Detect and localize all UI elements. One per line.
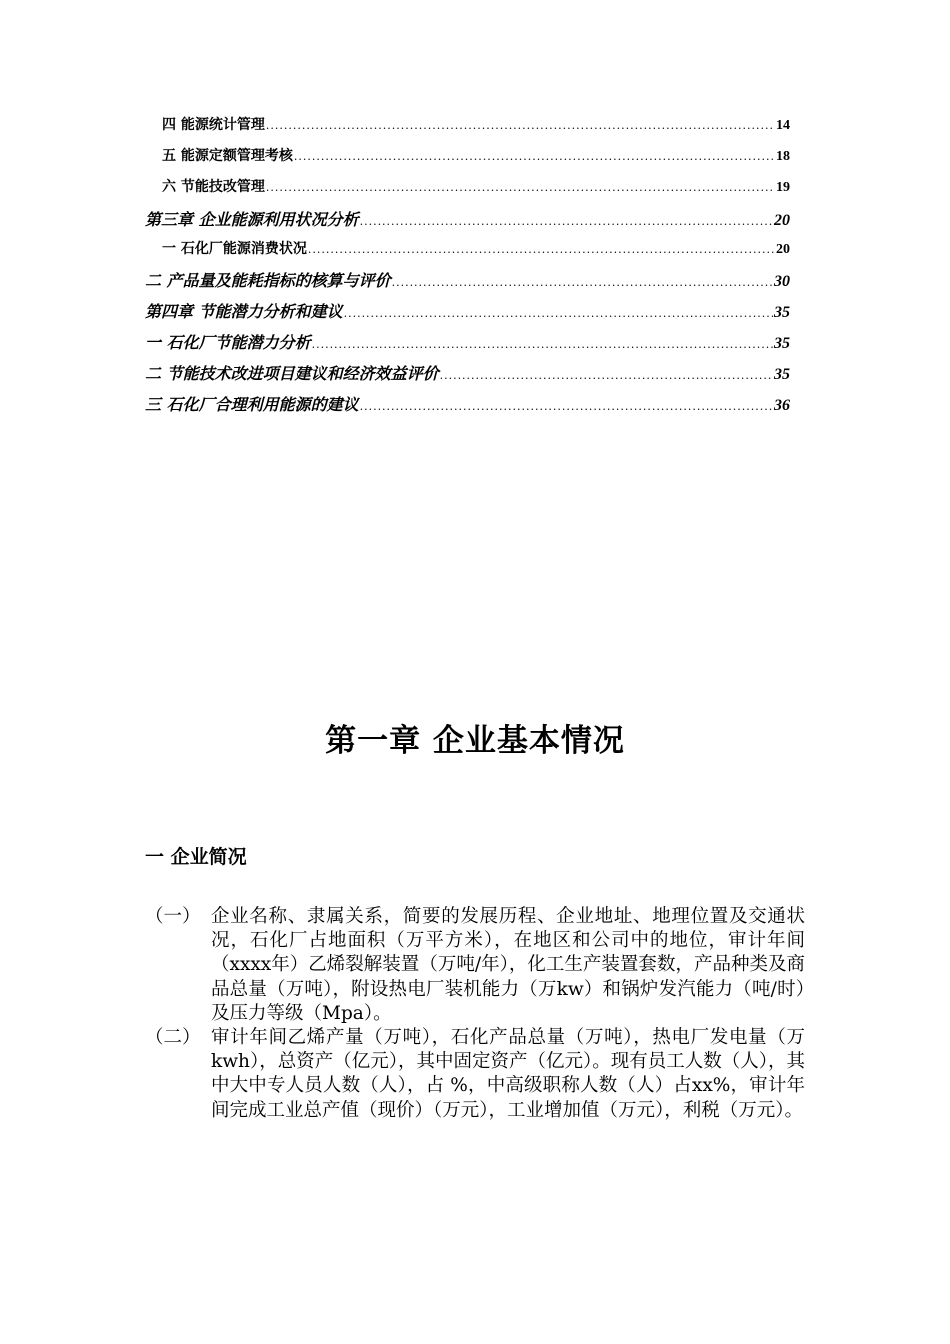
toc-entry[interactable] <box>145 207 790 238</box>
toc-entry-page: 18 <box>776 148 790 164</box>
toc-leader-dots <box>392 276 773 289</box>
toc-entry[interactable] <box>145 114 790 145</box>
toc-entry-title: 五 能源定额管理考核 <box>162 147 293 164</box>
toc-entry[interactable] <box>145 361 790 392</box>
paragraph <box>145 1026 805 1123</box>
toc-leader-dots <box>360 215 773 228</box>
toc-entry-page: 35 <box>774 366 790 384</box>
toc-entry-page: 20 <box>774 211 790 229</box>
toc-entry-title: 六 节能技改管理 <box>162 178 265 195</box>
toc-leader-dots <box>312 338 773 351</box>
toc-entry[interactable] <box>145 238 790 269</box>
paragraph-text: 企业名称、隶属关系，简要的发展历程、企业地址、地理位置及交通状况，石化厂占地面积（万平方米），在地区和公司中的地位，审计年间（xxxx年）乙烯裂解装置（万吨/年），化工生产装置套数，产品种类及商品总量（万吨），附设热电厂装机能力（万kw）和锅炉发汽能力（吨/时）及压力等级（Mpa）。 <box>211 906 805 1024</box>
toc-leader-dots <box>308 243 775 256</box>
chapter-title: 第一章 企业基本情况 <box>325 723 625 759</box>
toc-entry[interactable] <box>145 176 790 207</box>
toc-leader-dots <box>266 119 775 132</box>
paragraph-number: （二） <box>145 1027 201 1049</box>
toc-leader-dots <box>360 400 773 413</box>
body-paragraphs <box>145 905 805 1123</box>
toc-entry-title: 一 石化厂节能潜力分析 <box>145 333 311 353</box>
section-title: 一 企业简况 <box>145 846 247 868</box>
toc-entry-title: 三 石化厂合理利用能源的建议 <box>145 395 359 415</box>
toc-entry-page: 14 <box>776 118 790 133</box>
paragraph <box>145 905 805 1026</box>
table-of-contents <box>145 114 790 423</box>
toc-entry[interactable] <box>145 392 790 423</box>
toc-entry-title: 四 能源统计管理 <box>162 117 265 133</box>
toc-entry-title: 第三章 企业能源利用状况分析 <box>145 209 359 229</box>
toc-entry-page: 35 <box>774 304 790 322</box>
toc-entry[interactable] <box>145 268 790 299</box>
toc-leader-dots <box>294 150 775 163</box>
toc-leader-dots <box>266 181 775 194</box>
toc-entry-page: 35 <box>774 335 790 353</box>
toc-entry-page: 20 <box>776 241 790 257</box>
toc-entry-page: 19 <box>776 179 790 195</box>
toc-entry-page: 30 <box>774 273 790 291</box>
toc-entry[interactable] <box>145 299 790 330</box>
toc-entry-page: 36 <box>774 397 790 415</box>
toc-leader-dots <box>344 307 773 320</box>
paragraph-number: （一） <box>145 906 201 927</box>
toc-entry[interactable] <box>145 145 790 176</box>
toc-leader-dots <box>440 369 773 382</box>
paragraph-text: 审计年间乙烯产量（万吨），石化产品总量（万吨），热电厂发电量（万kwh），总资产（亿元），其中固定资产（亿元）。现有员工人数（人），其中大中专人员人数（人），占 %，中高级职称人数（人）占xx%，审计年间完成工业总产值（现价）（万元），工业增加值（万元），利税（万元）。 <box>211 1027 805 1121</box>
toc-entry-title: 二 产品量及能耗指标的核算与评价 <box>145 271 391 291</box>
toc-entry[interactable] <box>145 330 790 361</box>
toc-entry-title: 一 石化厂能源消费状况 <box>162 240 307 257</box>
toc-entry-title: 第四章 节能潜力分析和建议 <box>145 302 343 322</box>
toc-entry-title: 二 节能技术改进项目建议和经济效益评价 <box>145 364 439 384</box>
